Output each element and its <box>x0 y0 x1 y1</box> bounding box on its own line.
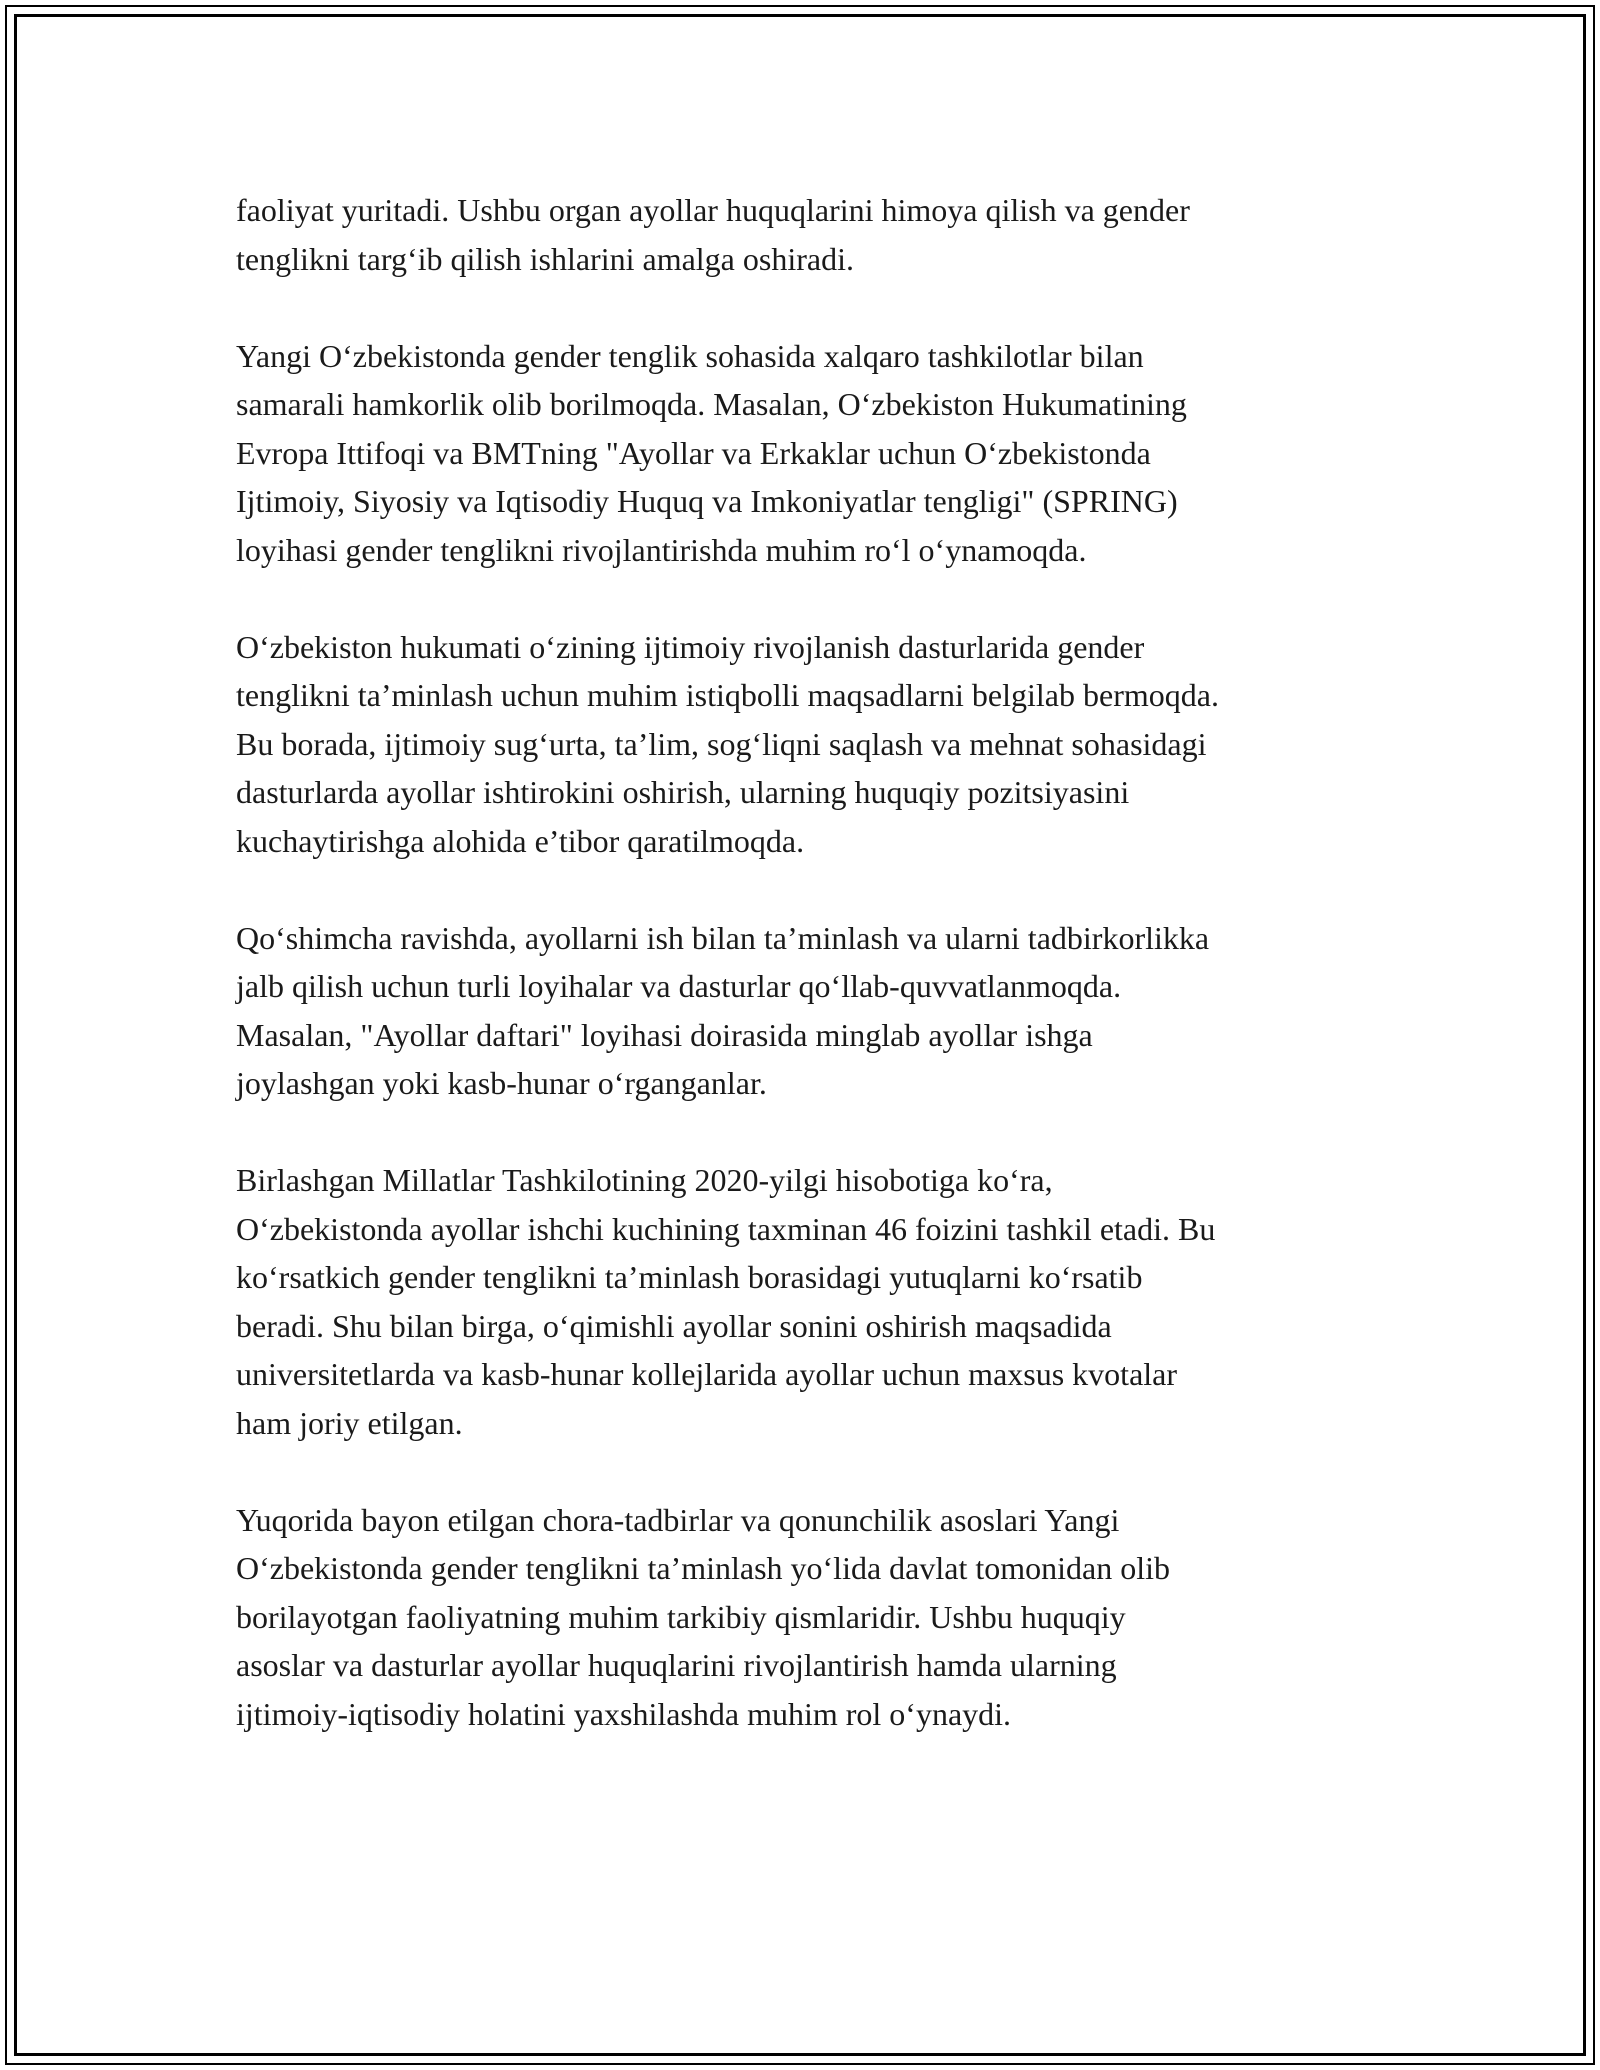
paragraph-6 <box>236 1496 1386 1739</box>
text-line: ijtimoiy-iqtisodiy holatini yaxshilashda muhim rol o‘ynaydi. <box>236 1695 1012 1732</box>
text-line: ham joriy etilgan. <box>236 1404 463 1441</box>
text-line: Yangi O‘zbekistonda gender tenglik sohasida xalqaro tashkilotlar bilan <box>236 337 1144 374</box>
text-line: asoslar va dasturlar ayollar huquqlarini rivojlantirish hamda ularning <box>236 1647 1117 1683</box>
text-line: ko‘rsatkich gender tenglikni ta’minlash borasidagi yutuqlarni ko‘rsatib <box>236 1259 1143 1295</box>
text-line: O‘zbekiston hukumati o‘zining ijtimoiy rivojlanish dasturlarida gender <box>236 628 1145 665</box>
text-line: tenglikni targ‘ib qilish ishlarini amalga oshiradi. <box>236 240 854 277</box>
text-line: Yuqorida bayon etilgan chora-tadbirlar va qonunchilik asoslari Yangi <box>236 1501 1120 1538</box>
paragraph-3 <box>236 623 1386 866</box>
paragraph-4 <box>236 914 1386 1108</box>
text-line: tenglikni ta’minlash uchun muhim istiqbolli maqsadlarni belgilab bermoqda. <box>236 677 1219 713</box>
text-line: borilayotgan faoliyatning muhim tarkibiy qismlaridir. Ushbu huquqiy <box>236 1598 1126 1635</box>
text-line: faoliyat yuritadi. Ushbu organ ayollar huquqlarini himoya qilish va gender <box>236 192 1190 228</box>
text-line: Masalan, "Ayollar daftari" loyihasi doirasida minglab ayollar ishga <box>236 1016 1093 1053</box>
text-line: Bu borada, ijtimoiy sug‘urta, ta’lim, sog‘liqni saqlash va mehnat sohasidagi <box>236 725 1207 762</box>
text-line: joylashgan yoki kasb-hunar o‘rganganlar. <box>236 1065 767 1101</box>
text-line: Ijtimoiy, Siyosiy va Iqtisodiy Huquq va Imkoniyatlar tengligi" (SPRING) <box>236 483 1178 519</box>
text-line: O‘zbekistonda ayollar ishchi kuchining taxminan 46 foizini tashkil etadi. Bu <box>236 1210 1216 1247</box>
text-line: loyihasi gender tenglikni rivojlantirishda muhim ro‘l o‘ynamoqda. <box>236 531 1087 568</box>
text-line: beradi. Shu bilan birga, o‘qimishli ayollar sonini oshirish maqsadida <box>236 1307 1112 1344</box>
text-line: Qo‘shimcha ravishda, ayollarni ish bilan ta’minlash va ularni tadbirkorlikka <box>236 919 1210 956</box>
text-line: samarali hamkorlik olib borilmoqda. Masalan, O‘zbekiston Hukumatining <box>236 386 1187 422</box>
text-line: jalb qilish uchun turli loyihalar va dasturlar qo‘llab-quvvatlanmoqda. <box>236 968 1122 1004</box>
paragraph-5 <box>236 1156 1386 1447</box>
paragraph-2 <box>236 332 1386 575</box>
document-body <box>236 186 1386 1787</box>
text-line: Birlashgan Millatlar Tashkilotining 2020-yilgi hisobotiga ko‘ra, <box>236 1162 1053 1198</box>
text-line: universitetlarda va kasb-hunar kollejlarida ayollar uchun maxsus kvotalar <box>236 1356 1178 1392</box>
text-line: dasturlarda ayollar ishtirokini oshirish, ularning huquqiy pozitsiyasini <box>236 774 1130 810</box>
text-line: O‘zbekistonda gender tenglikni ta’minlash yo‘lida davlat tomonidan olib <box>236 1550 1170 1586</box>
paragraph-1 <box>236 186 1386 283</box>
text-line: kuchaytirishga alohida e’tibor qaratilmoqda. <box>236 822 805 859</box>
text-line: Evropa Ittifoqi va BMTning "Ayollar va Erkaklar uchun O‘zbekistonda <box>236 434 1151 471</box>
